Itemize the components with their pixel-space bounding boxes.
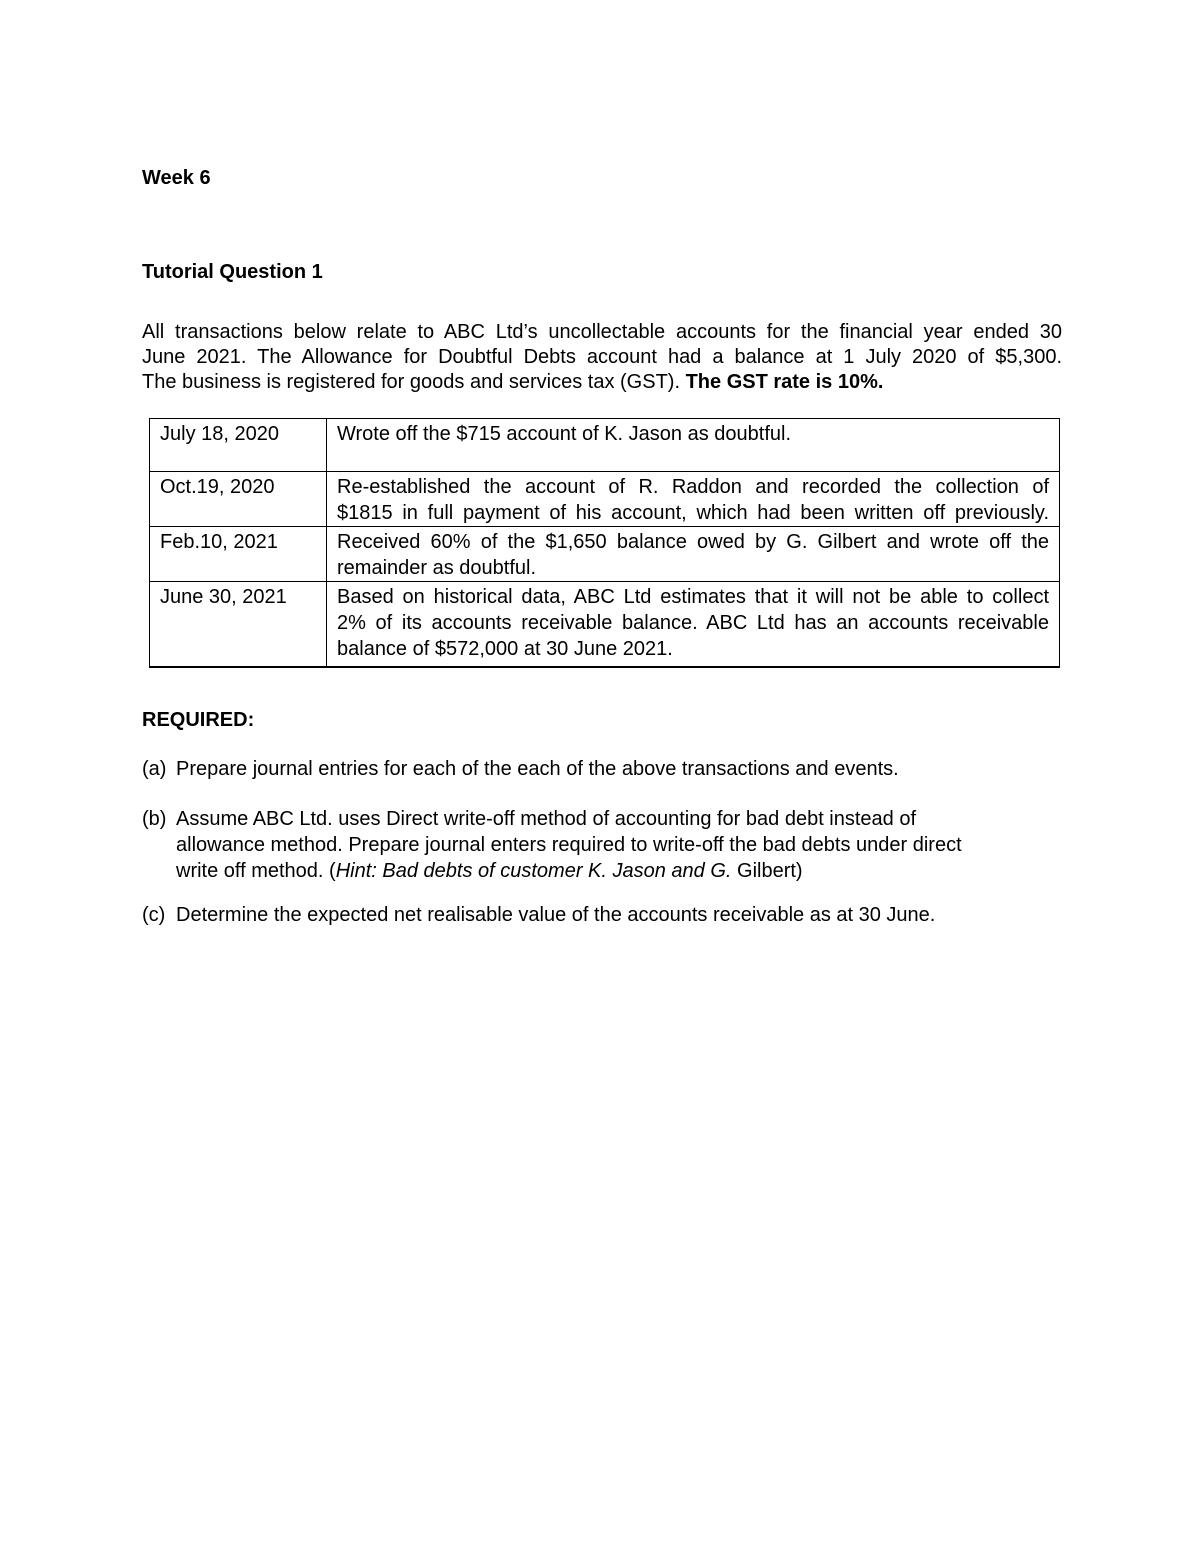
transaction-date: July 18, 2020 — [150, 419, 327, 472]
question-heading: Tutorial Question 1 — [142, 261, 323, 283]
required-label: REQUIRED: — [142, 709, 255, 731]
description-line: Based on historical data, ABC Ltd estimates that it will not be able to collect — [337, 586, 1049, 608]
description-line: 2% of its accounts receivable balance. ABC Ltd has an accounts receivable — [337, 612, 1049, 634]
requirement-line — [176, 858, 1042, 884]
week-heading: Week 6 — [142, 167, 211, 189]
transaction-date: June 30, 2021 — [150, 582, 327, 668]
description-line: Re-established the account of R. Raddon and recorded the collection of — [337, 476, 1049, 498]
requirement-marker: (c) — [142, 904, 166, 926]
transaction-description — [327, 419, 1060, 472]
table-row — [150, 419, 1060, 472]
requirement-body — [176, 806, 1042, 884]
transaction-date: Oct.19, 2020 — [150, 472, 327, 527]
requirement-a — [142, 756, 1042, 782]
requirement-marker: (a) — [142, 758, 167, 780]
description-line: $1815 in full payment of his account, which had been written off previously. — [337, 502, 1049, 524]
intro-line: June 2021. The Allowance for Doubtful Debts account had a balance at 1 July 2020 of $5,300. — [142, 346, 1062, 368]
hint-prefix: write off method. ( — [176, 860, 336, 882]
requirement-line: Assume ABC Ltd. uses Direct write-off method of accounting for bad debt instead of — [176, 808, 917, 830]
table-row — [150, 527, 1060, 582]
transaction-date: Feb.10, 2021 — [150, 527, 327, 582]
intro-line: All transactions below relate to ABC Ltd’s uncollectable accounts for the financial year ended 30 — [142, 321, 1062, 343]
description-line: remainder as doubtful. — [337, 557, 537, 579]
requirement-body — [176, 902, 1042, 928]
requirement-b — [142, 806, 1042, 884]
transaction-description — [327, 582, 1060, 668]
requirement-line: allowance method. Prepare journal enters required to write-off the bad debts under direct — [176, 834, 962, 856]
hint-text: Hint: Bad debts of customer K. Jason and G. — [335, 860, 732, 882]
requirement-line: Determine the expected net realisable value of the accounts receivable as at 30 June. — [176, 904, 936, 926]
table-row — [150, 472, 1060, 527]
gst-rate-statement: The GST rate is 10%. — [685, 371, 884, 393]
table-row — [150, 582, 1060, 668]
requirement-marker: (b) — [142, 808, 167, 830]
hint-suffix: Gilbert) — [731, 860, 803, 882]
intro-line — [142, 370, 1062, 395]
transaction-description — [327, 472, 1060, 527]
description-line: Wrote off the $715 account of K. Jason as doubtful. — [337, 423, 792, 445]
description-line: balance of $572,000 at 30 June 2021. — [337, 638, 673, 660]
requirement-body — [176, 756, 1042, 782]
intro-gst-text: The business is registered for goods and services tax (GST). — [142, 371, 686, 393]
transactions-table — [149, 418, 1060, 668]
transaction-description — [327, 527, 1060, 582]
requirement-c — [142, 902, 1042, 928]
requirement-line: Prepare journal entries for each of the each of the above transactions and events. — [176, 758, 899, 780]
description-line: Received 60% of the $1,650 balance owed by G. Gilbert and wrote off the — [337, 531, 1049, 553]
intro-paragraph — [142, 320, 1062, 395]
